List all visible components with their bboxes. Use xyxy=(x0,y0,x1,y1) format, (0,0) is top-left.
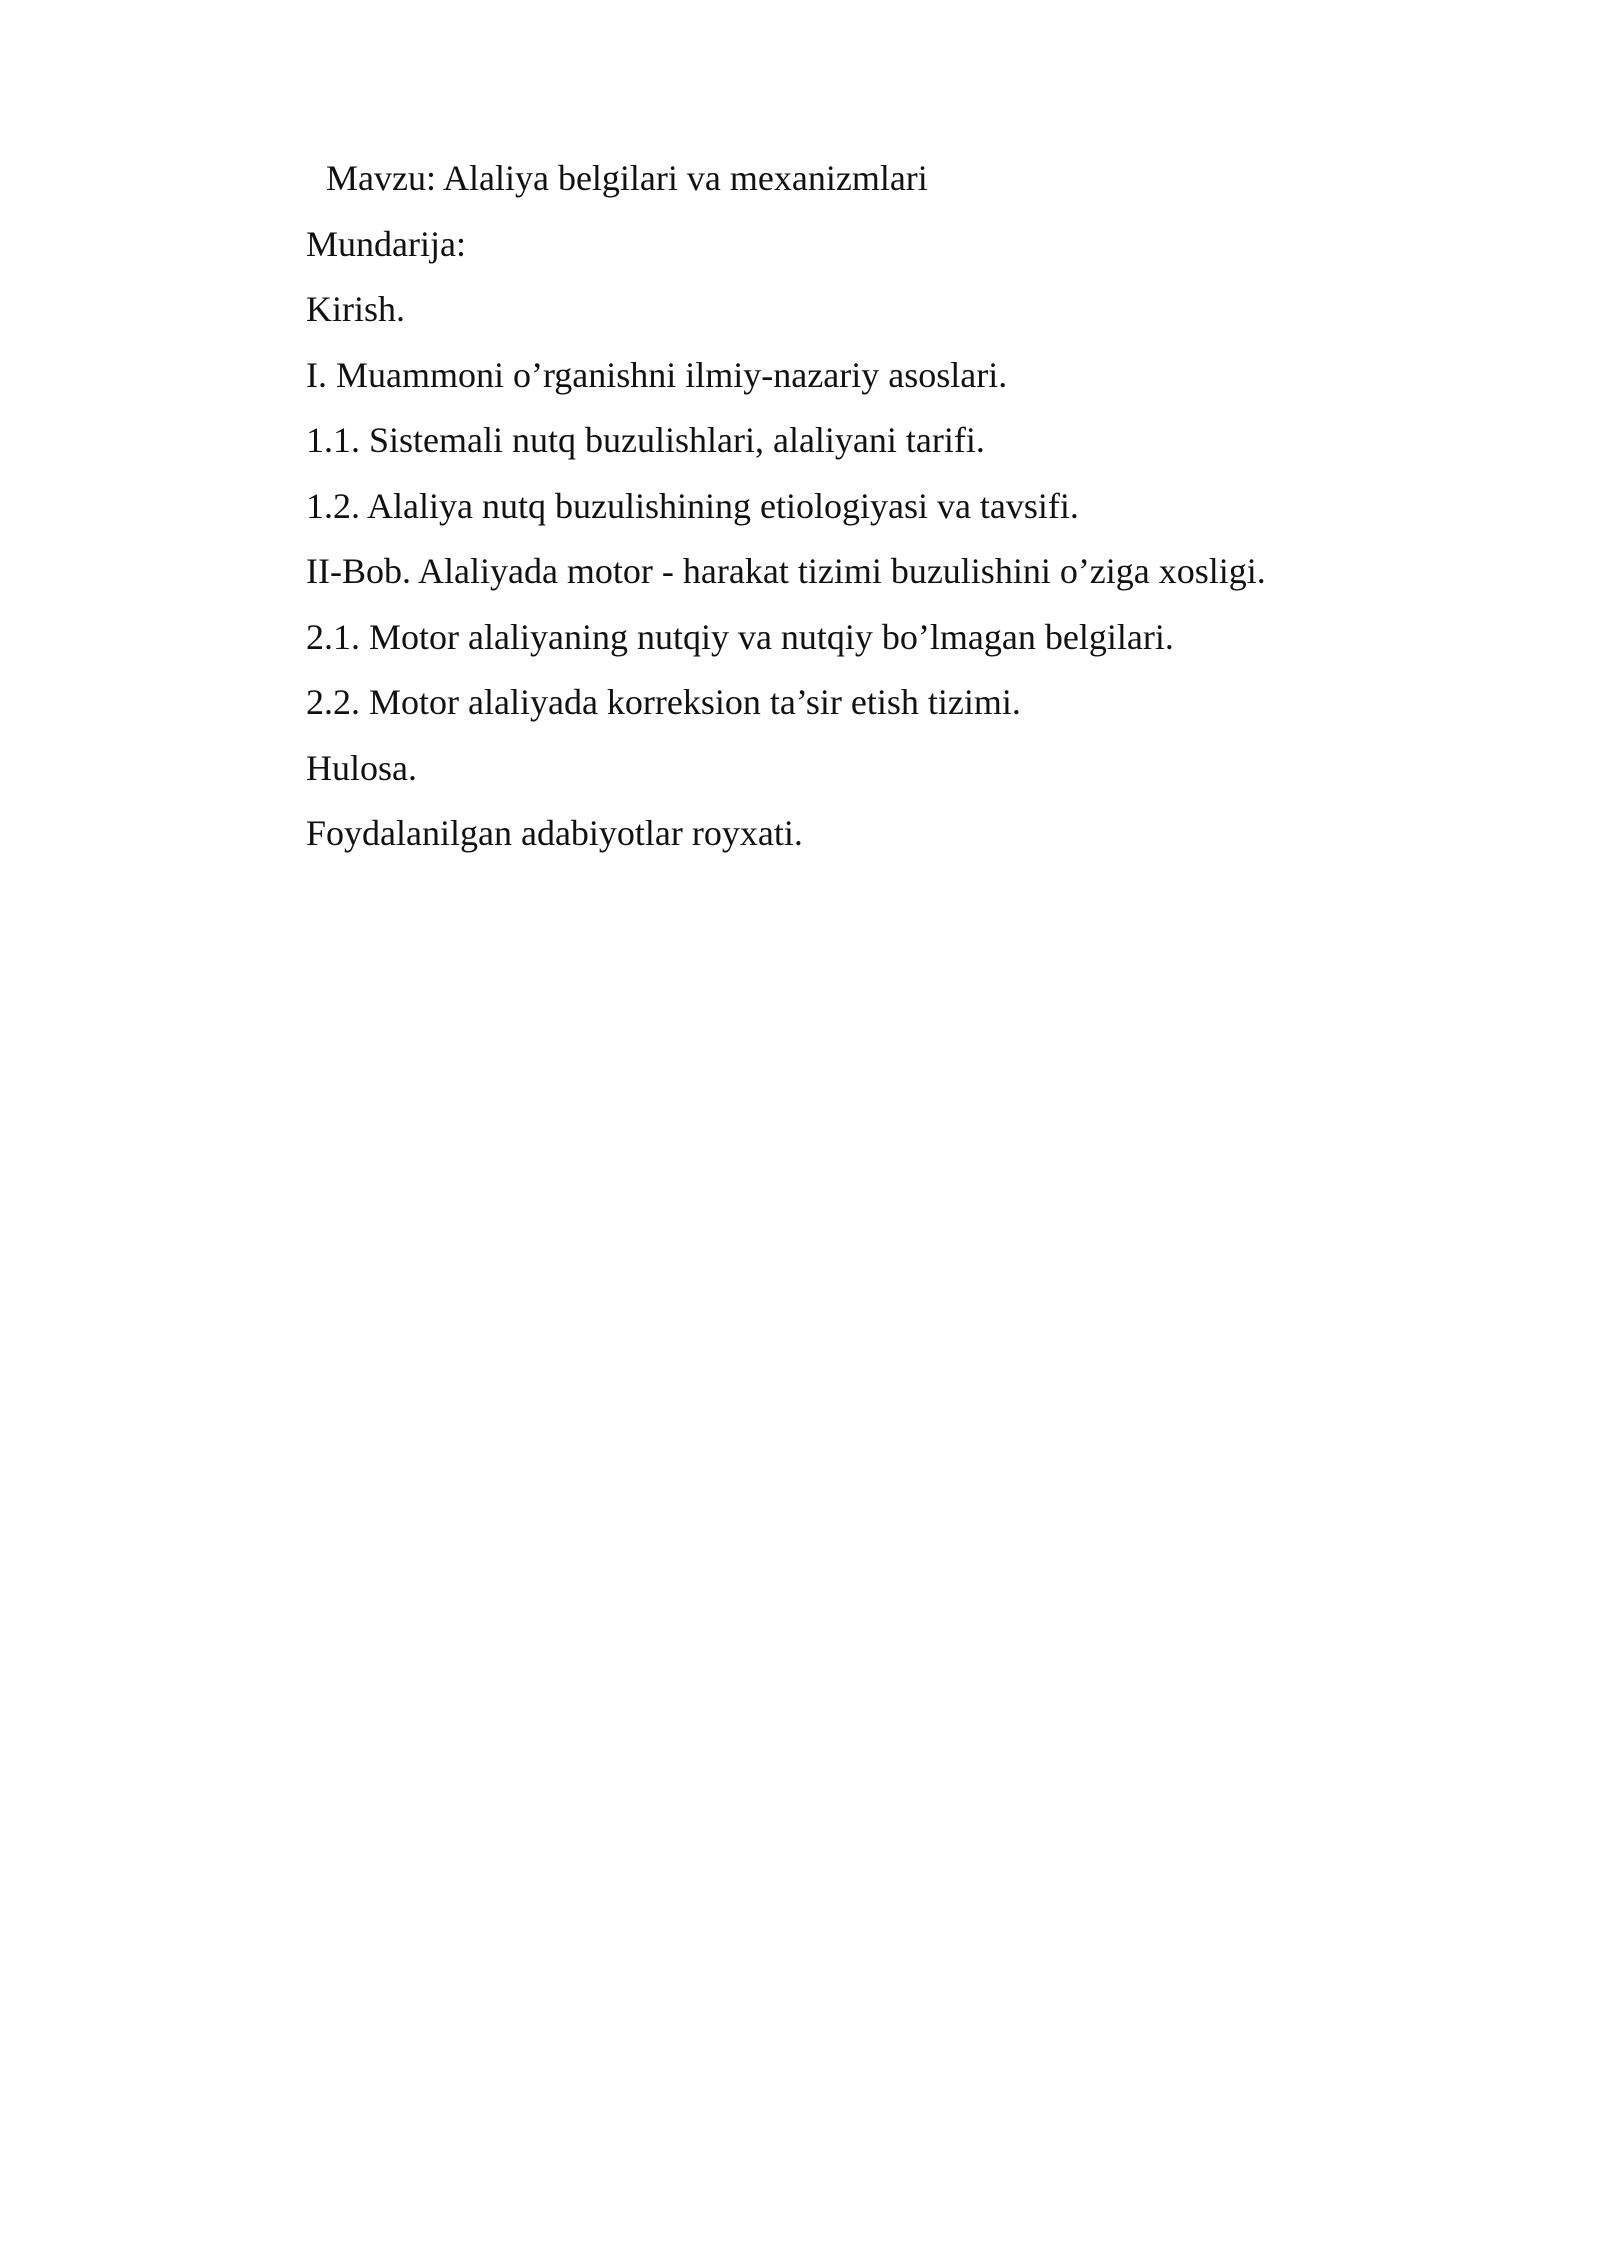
toc-item-conclusion: Hulosa. xyxy=(306,747,417,788)
toc-item-1-2: 1.2. Alaliya nutq buzulishining etiologiyasi va tavsifi. xyxy=(306,485,1079,526)
toc-item-bibliography: Foydalanilgan adabiyotlar royxati. xyxy=(306,813,803,853)
toc-item-2-1: 2.1. Motor alaliyaning nutqiy va nutqiy bo’lmagan belgilari. xyxy=(306,616,1174,657)
toc-item-introduction: Kirish. xyxy=(306,289,405,329)
document-title: Mavzu: Alaliya belgilari va mexanizmlari xyxy=(326,158,928,198)
toc-item-1-1: 1.1. Sistemali nutq buzulishlari, alaliyani tarifi. xyxy=(306,420,985,460)
document-content xyxy=(306,146,1406,867)
toc-item-chapter-1: I. Muammoni o’rganishni ilmiy-nazariy asoslari. xyxy=(306,354,1008,395)
toc-heading: Mundarija: xyxy=(306,223,466,264)
toc-item-2-2: 2.2. Motor alaliyada korreksion ta’sir etish tizimi. xyxy=(306,682,1021,722)
toc-item-chapter-2: II-Bob. Alaliyada motor - harakat tizimi buzulishini o’ziga xosligi. xyxy=(306,551,1266,591)
